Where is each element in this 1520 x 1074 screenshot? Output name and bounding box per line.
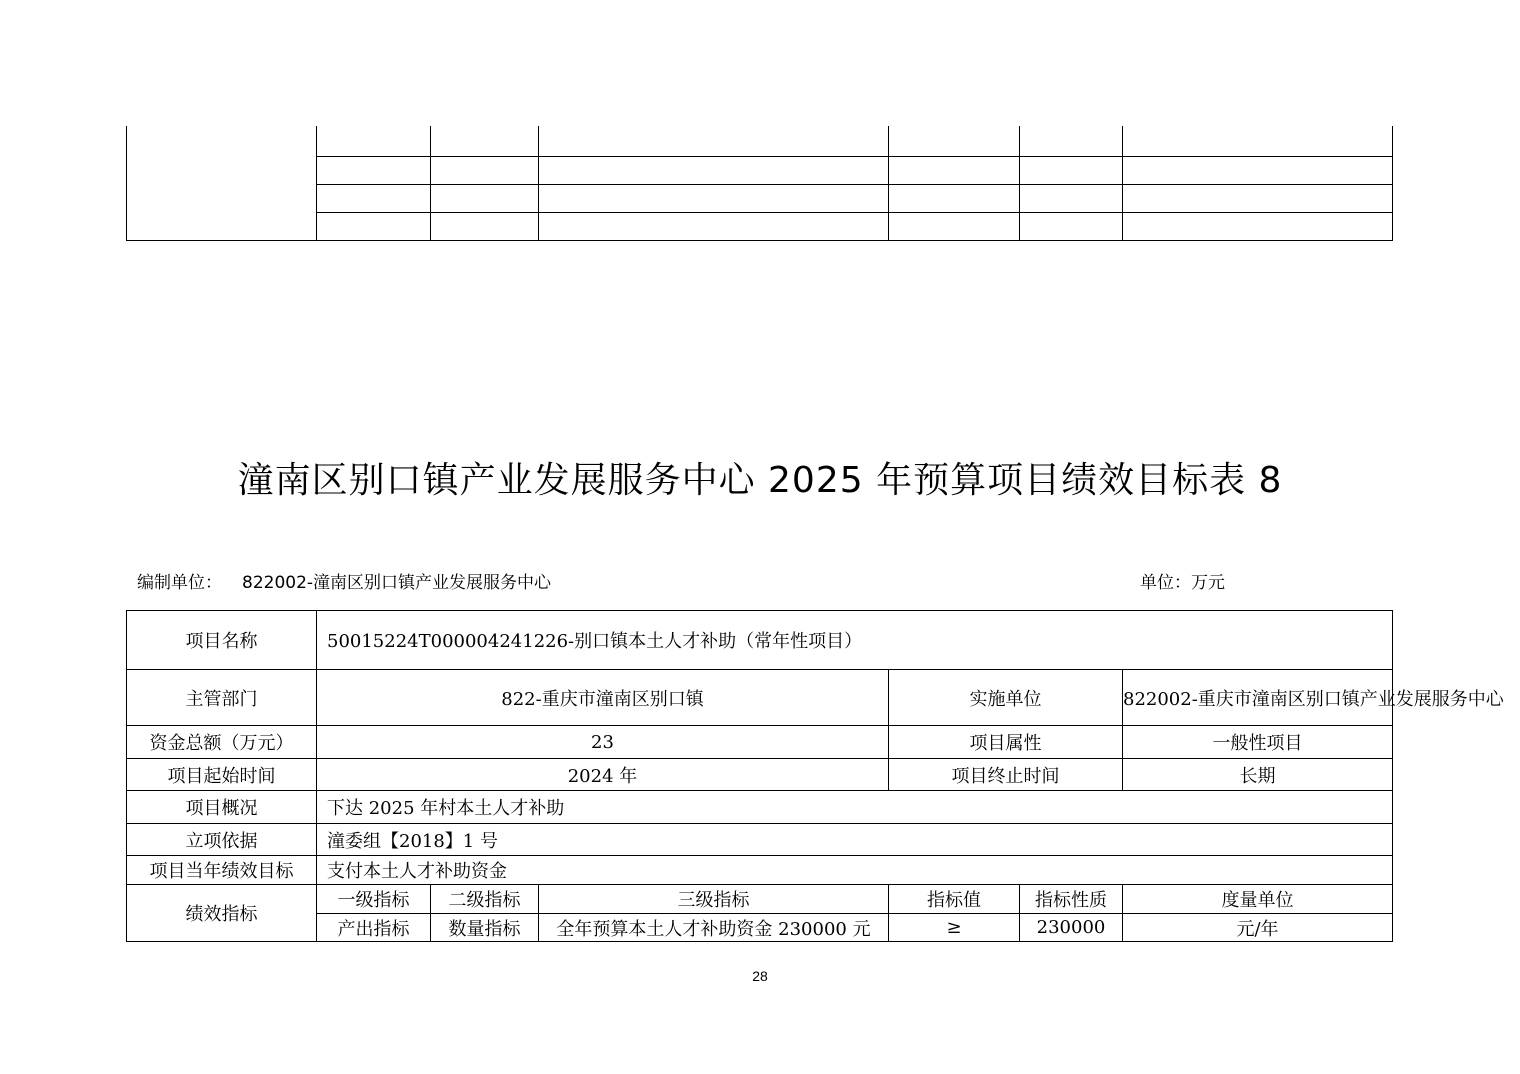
attr-value: 一般性项目 — [1123, 726, 1393, 759]
project-name-value: 50015224T000004241226-别口镇本土人才补助（常年性项目） — [317, 611, 1393, 670]
indicator-header: 三级指标 — [539, 885, 889, 914]
empty-cell — [1020, 184, 1123, 212]
empty-cell — [317, 184, 431, 212]
end-value: 长期 — [1123, 759, 1393, 791]
empty-cell — [127, 126, 317, 240]
start-label: 项目起始时间 — [127, 759, 317, 791]
indicator-header: 二级指标 — [431, 885, 539, 914]
empty-cell — [1123, 156, 1393, 184]
indicator-cell: 产出指标 — [317, 914, 431, 942]
end-label: 项目终止时间 — [889, 759, 1123, 791]
table-row — [127, 670, 1393, 726]
indicator-header: 度量单位 — [1123, 885, 1393, 914]
empty-cell — [431, 126, 539, 156]
empty-cell — [317, 156, 431, 184]
empty-cell — [431, 156, 539, 184]
empty-cell — [539, 156, 889, 184]
table-row — [127, 726, 1393, 759]
indicator-cell: 元/年 — [1123, 914, 1393, 942]
empty-cell — [431, 212, 539, 240]
empty-cell — [889, 156, 1020, 184]
indicators-label: 绩效指标 — [127, 885, 317, 942]
empty-cell — [539, 212, 889, 240]
previous-page-table-continuation — [126, 126, 1393, 241]
impl-value: 822002-重庆市潼南区别口镇产业发展服务中心 — [1123, 670, 1393, 726]
empty-cell — [539, 184, 889, 212]
empty-cell — [1123, 126, 1393, 156]
fund-value: 23 — [317, 726, 889, 759]
goal-value: 支付本土人才补助资金 — [317, 856, 1393, 885]
empty-cell — [431, 184, 539, 212]
start-value: 2024 年 — [317, 759, 889, 791]
empty-cell — [1020, 126, 1123, 156]
goal-label: 项目当年绩效目标 — [127, 856, 317, 885]
empty-cell — [1123, 184, 1393, 212]
table-row — [127, 856, 1393, 885]
indicator-header: 一级指标 — [317, 885, 431, 914]
page-title: 潼南区别口镇产业发展服务中心 2025 年预算项目绩效目标表 8 — [237, 460, 1283, 501]
table-row — [127, 611, 1393, 670]
table-row — [127, 824, 1393, 856]
indicator-cell: ≥ — [889, 914, 1020, 942]
table-row — [127, 791, 1393, 824]
basis-value: 潼委组【2018】1 号 — [317, 824, 1393, 856]
indicator-cell: 230000 — [1020, 914, 1123, 942]
performance-target-table — [126, 610, 1504, 942]
overview-label: 项目概况 — [127, 791, 317, 824]
basis-label: 立项依据 — [127, 824, 317, 856]
empty-cell — [1020, 212, 1123, 240]
empty-cell — [889, 184, 1020, 212]
unit-label: 单位：万元 — [1140, 573, 1225, 593]
empty-cell — [1123, 212, 1393, 240]
indicator-header: 指标值 — [889, 885, 1020, 914]
attr-label: 项目属性 — [889, 726, 1123, 759]
impl-label: 实施单位 — [889, 670, 1123, 726]
page-number: 28 — [752, 968, 768, 984]
dept-value: 822-重庆市潼南区别口镇 — [317, 670, 889, 726]
org-value: 822002-潼南区别口镇产业发展服务中心 — [242, 573, 552, 593]
table-row — [127, 885, 1393, 914]
indicator-cell: 数量指标 — [431, 914, 539, 942]
empty-cell — [539, 126, 889, 156]
empty-cell — [889, 126, 1020, 156]
overview-value: 下达 2025 年村本土人才补助 — [317, 791, 1393, 824]
project-name-label: 项目名称 — [127, 611, 317, 670]
table-row — [127, 914, 1393, 942]
indicator-cell: 全年预算本土人才补助资金 230000 元 — [539, 914, 889, 942]
empty-cell — [889, 212, 1020, 240]
empty-cell — [1020, 156, 1123, 184]
table-row — [127, 759, 1393, 791]
empty-cell — [317, 212, 431, 240]
indicator-header: 指标性质 — [1020, 885, 1123, 914]
dept-label: 主管部门 — [127, 670, 317, 726]
fund-label: 资金总额（万元） — [127, 726, 317, 759]
org-label: 编制单位： — [137, 573, 222, 593]
empty-cell — [317, 126, 431, 156]
